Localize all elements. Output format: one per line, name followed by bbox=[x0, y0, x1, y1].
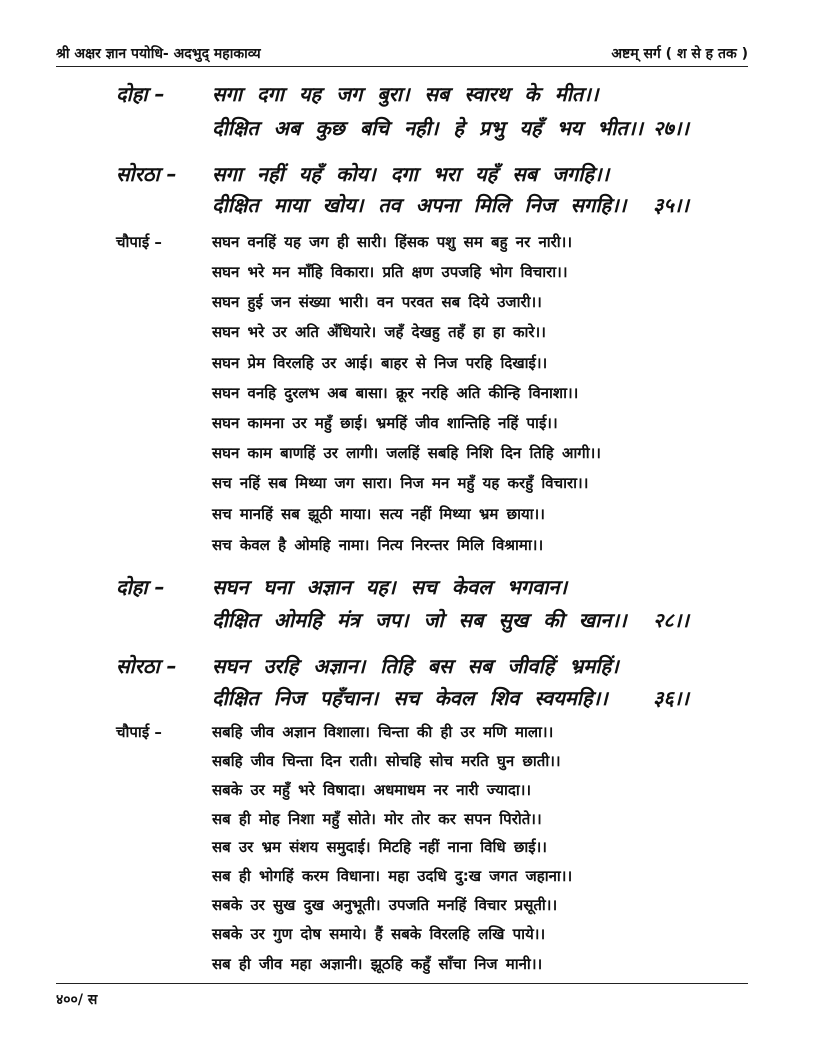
verse-line: दीक्षित ओमहि मंत्र जप। जो सब सुख की खान।। bbox=[212, 608, 627, 632]
verse-number: ३६।। bbox=[653, 686, 689, 710]
verse-line: सच नहिं सब मिथ्या जग सारा। निज मन महुँ यह करहुँ विचारा।। bbox=[212, 474, 589, 492]
verse-line: सघन काम बाणहिं उर लागी। जलहिं सबहि निशि दिन तिहि आगी।। bbox=[212, 444, 601, 462]
verse-line: सच मानहिं सब झूठी माया। सत्य नहीं मिथ्या भ्रम छाया।। bbox=[212, 505, 545, 523]
verse-line: दीक्षित माया खोय। तव अपना मिलि निज सगहि।। bbox=[212, 193, 627, 217]
verse-line: सगा दगा यह जग बुरा। सब स्वारथ के मीत।। bbox=[212, 82, 599, 106]
verse-line: सबके उर गुण दोष समाये। हैं सबके विरलहि लखि पाये।। bbox=[212, 925, 546, 943]
verse-line: सबके उर सुख दुख अनुभूती। उपजति मनहिं विचार प्रसूती।। bbox=[212, 896, 558, 914]
verse-line: सच केवल है ओमहि नामा। नित्य निरन्तर मिलि विश्रामा।। bbox=[212, 536, 544, 554]
verse-line: सघन हुई जन संख्या भारी। वन परवत सब दिये उजारी।। bbox=[212, 293, 542, 311]
verse-line: सब उर भ्रम संशय समुदाई। मिटहि नहीं नाना विधि छाई।। bbox=[212, 838, 547, 856]
verse-line: सबके उर महुँ भरे विषादा। अधमाधम नर नारी ज्यादा।। bbox=[212, 781, 532, 799]
verse-line: सब ही मोह निशा महुँ सोते। मोर तोर कर सपन पिरोते।। bbox=[212, 810, 542, 828]
verse-line: सब ही भोगहिं करम विधाना। महा उदधि दु:ख जगत जहाना।। bbox=[212, 867, 573, 885]
section-label: चौपाई – bbox=[116, 233, 162, 251]
section-label: दोहा – bbox=[116, 575, 165, 599]
chapter-title: अष्टम् सर्ग ( श से ह तक ) bbox=[611, 46, 748, 62]
verse-line: सघन प्रेम विरलहि उर आई। बाहर से निज परहि दिखाई।। bbox=[212, 354, 548, 372]
verse-number: ३५।। bbox=[653, 193, 689, 217]
verse-line: सघन वनहि दुरलभ अब बासा। क्रूर नरहि अति कीन्हि विनाशा।। bbox=[212, 384, 579, 402]
page-number: ४००/ स bbox=[56, 992, 98, 1008]
verse-line: सगा नहीं यहँ कोय। दगा भरा यहँ सब जगहि।। bbox=[212, 162, 610, 186]
verse-line: दीक्षित अब कुछ बचि नही। हे प्रभु यहँ भय भीत।। bbox=[212, 116, 643, 140]
verse-line: सघन कामना उर महुँ छाई। भ्रमहिं जीव शान्तिहि नहिं पाई।। bbox=[212, 414, 558, 432]
footer-rule bbox=[56, 983, 748, 984]
verse-line: सबहि जीव अज्ञान विशाला। चिन्ता की ही उर मणि माला।। bbox=[212, 723, 554, 741]
verse-line: सघन भरे उर अति अँधियारे। जहँ देखहु तहँ हा हा कारे।। bbox=[212, 323, 546, 341]
verse-line: सघन घना अज्ञान यह। सच केवल भगवान। bbox=[212, 575, 568, 599]
verse-line: सघन भरे मन माँहि विकारा। प्रति क्षण उपजहि भोग विचारा।। bbox=[212, 263, 568, 281]
verse-number: २७।। bbox=[653, 116, 689, 140]
section-label: सोरठा – bbox=[116, 654, 177, 678]
verse-line: सघन उरहि अज्ञान। तिहि बस सब जीवहिं भ्रमहिं। bbox=[212, 654, 619, 678]
verse-line: दीक्षित निज पहँचान। सच केवल शिव स्वयमहि।। bbox=[212, 686, 608, 710]
verse-line: सघन वनहिं यह जग ही सारी। हिंसक पशु सम बहु नर नारी।। bbox=[212, 233, 573, 251]
book-title: श्री अक्षर ज्ञान पयोधि- अदभुद् महाकाव्य bbox=[56, 46, 261, 62]
section-label: चौपाई – bbox=[116, 723, 162, 741]
section-label: सोरठा – bbox=[116, 162, 177, 186]
verse-line: सब ही जीव महा अज्ञानी। झूठहि कहुँ साँचा निज मानी।। bbox=[212, 955, 543, 973]
verse-line: सबहि जीव चिन्ता दिन राती। सोचहि सोच मरति घुन छाती।। bbox=[212, 752, 561, 770]
verse-number: २८।। bbox=[653, 608, 689, 632]
section-label: दोहा – bbox=[116, 82, 165, 106]
